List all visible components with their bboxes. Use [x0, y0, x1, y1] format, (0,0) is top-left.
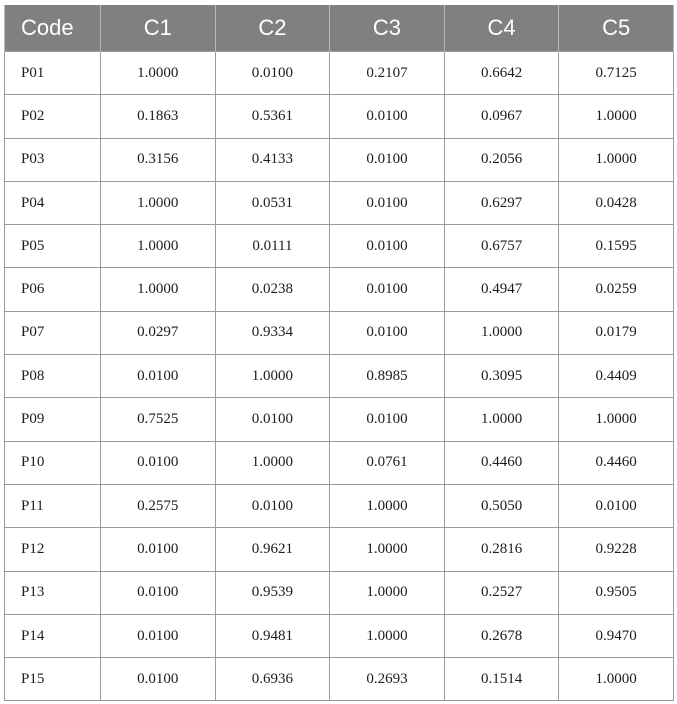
- cell-c1: 1.0000: [101, 225, 216, 268]
- cell-c1: 1.0000: [101, 52, 216, 95]
- cell-code: P15: [5, 658, 101, 701]
- cell-c2: 0.9334: [215, 311, 330, 354]
- table-row: [5, 181, 674, 224]
- cell-c2: 0.9481: [215, 614, 330, 657]
- column-header-c4: C4: [444, 5, 559, 52]
- table-row: [5, 95, 674, 138]
- table-row: [5, 571, 674, 614]
- cell-c5: 1.0000: [559, 138, 674, 181]
- table-row: [5, 614, 674, 657]
- cell-c2: 0.0100: [215, 52, 330, 95]
- cell-c4: 1.0000: [444, 398, 559, 441]
- cell-c1: 0.0100: [101, 441, 216, 484]
- cell-c2: 0.5361: [215, 95, 330, 138]
- cell-c1: 0.0100: [101, 528, 216, 571]
- cell-c5: 1.0000: [559, 398, 674, 441]
- cell-c1: 0.2575: [101, 484, 216, 527]
- cell-c5: 0.0100: [559, 484, 674, 527]
- cell-c3: 0.2693: [330, 658, 445, 701]
- cell-c2: 0.4133: [215, 138, 330, 181]
- cell-c2: 0.9539: [215, 571, 330, 614]
- cell-c2: 0.0100: [215, 484, 330, 527]
- cell-c1: 1.0000: [101, 181, 216, 224]
- cell-code: P14: [5, 614, 101, 657]
- cell-code: P05: [5, 225, 101, 268]
- column-header-code: Code: [5, 5, 101, 52]
- cell-c4: 0.6757: [444, 225, 559, 268]
- table-row: [5, 311, 674, 354]
- cell-c5: 1.0000: [559, 95, 674, 138]
- cell-c4: 0.5050: [444, 484, 559, 527]
- cell-c4: 0.2056: [444, 138, 559, 181]
- cell-c5: 0.7125: [559, 52, 674, 95]
- cell-c2: 0.0111: [215, 225, 330, 268]
- cell-c1: 0.0297: [101, 311, 216, 354]
- cell-c3: 0.0100: [330, 398, 445, 441]
- cell-code: P09: [5, 398, 101, 441]
- table-header: [5, 5, 674, 52]
- cell-c5: 0.0428: [559, 181, 674, 224]
- cell-c3: 0.0100: [330, 225, 445, 268]
- cell-c1: 0.0100: [101, 658, 216, 701]
- cell-c5: 0.1595: [559, 225, 674, 268]
- column-header-c3: C3: [330, 5, 445, 52]
- cell-c3: 0.0100: [330, 138, 445, 181]
- cell-c3: 1.0000: [330, 571, 445, 614]
- data-table: [4, 5, 674, 701]
- cell-code: P02: [5, 95, 101, 138]
- cell-c5: 1.0000: [559, 658, 674, 701]
- table-row: [5, 225, 674, 268]
- cell-c4: 0.0967: [444, 95, 559, 138]
- table-row: [5, 398, 674, 441]
- cell-c3: 1.0000: [330, 528, 445, 571]
- cell-code: P13: [5, 571, 101, 614]
- cell-c5: 0.9228: [559, 528, 674, 571]
- cell-c2: 0.0100: [215, 398, 330, 441]
- cell-c4: 0.3095: [444, 355, 559, 398]
- cell-c1: 0.0100: [101, 571, 216, 614]
- cell-c3: 0.0100: [330, 181, 445, 224]
- cell-code: P08: [5, 355, 101, 398]
- cell-c3: 1.0000: [330, 614, 445, 657]
- cell-c3: 1.0000: [330, 484, 445, 527]
- cell-c3: 0.0100: [330, 311, 445, 354]
- cell-c2: 1.0000: [215, 441, 330, 484]
- cell-code: P12: [5, 528, 101, 571]
- cell-c2: 0.0531: [215, 181, 330, 224]
- cell-code: P10: [5, 441, 101, 484]
- cell-c2: 0.0238: [215, 268, 330, 311]
- cell-c5: 0.4409: [559, 355, 674, 398]
- cell-c3: 0.0100: [330, 95, 445, 138]
- cell-c4: 0.6642: [444, 52, 559, 95]
- column-header-c5: C5: [559, 5, 674, 52]
- cell-c1: 1.0000: [101, 268, 216, 311]
- cell-code: P01: [5, 52, 101, 95]
- cell-c5: 0.4460: [559, 441, 674, 484]
- table-row: [5, 658, 674, 701]
- cell-c4: 0.1514: [444, 658, 559, 701]
- cell-c3: 0.8985: [330, 355, 445, 398]
- table-row: [5, 52, 674, 95]
- cell-code: P07: [5, 311, 101, 354]
- cell-c2: 1.0000: [215, 355, 330, 398]
- cell-c4: 0.4947: [444, 268, 559, 311]
- cell-c4: 0.6297: [444, 181, 559, 224]
- table-body: [5, 52, 674, 701]
- cell-c2: 0.9621: [215, 528, 330, 571]
- column-header-c2: C2: [215, 5, 330, 52]
- table-row: [5, 484, 674, 527]
- cell-c4: 0.2816: [444, 528, 559, 571]
- cell-c5: 0.9505: [559, 571, 674, 614]
- column-header-c1: C1: [101, 5, 216, 52]
- cell-c5: 0.0259: [559, 268, 674, 311]
- table-row: [5, 138, 674, 181]
- cell-c5: 0.9470: [559, 614, 674, 657]
- cell-c1: 0.0100: [101, 614, 216, 657]
- cell-c1: 0.7525: [101, 398, 216, 441]
- cell-c1: 0.0100: [101, 355, 216, 398]
- cell-c1: 0.3156: [101, 138, 216, 181]
- cell-c4: 1.0000: [444, 311, 559, 354]
- cell-c3: 0.2107: [330, 52, 445, 95]
- table-row: [5, 528, 674, 571]
- cell-code: P03: [5, 138, 101, 181]
- cell-c5: 0.0179: [559, 311, 674, 354]
- cell-c3: 0.0100: [330, 268, 445, 311]
- cell-c4: 0.4460: [444, 441, 559, 484]
- cell-code: P06: [5, 268, 101, 311]
- cell-c4: 0.2527: [444, 571, 559, 614]
- table-row: [5, 355, 674, 398]
- cell-c1: 0.1863: [101, 95, 216, 138]
- data-table-container: [4, 5, 673, 701]
- table-row: [5, 441, 674, 484]
- cell-code: P04: [5, 181, 101, 224]
- cell-c2: 0.6936: [215, 658, 330, 701]
- cell-c3: 0.0761: [330, 441, 445, 484]
- cell-code: P11: [5, 484, 101, 527]
- table-row: [5, 268, 674, 311]
- cell-c4: 0.2678: [444, 614, 559, 657]
- header-row: [5, 5, 674, 52]
